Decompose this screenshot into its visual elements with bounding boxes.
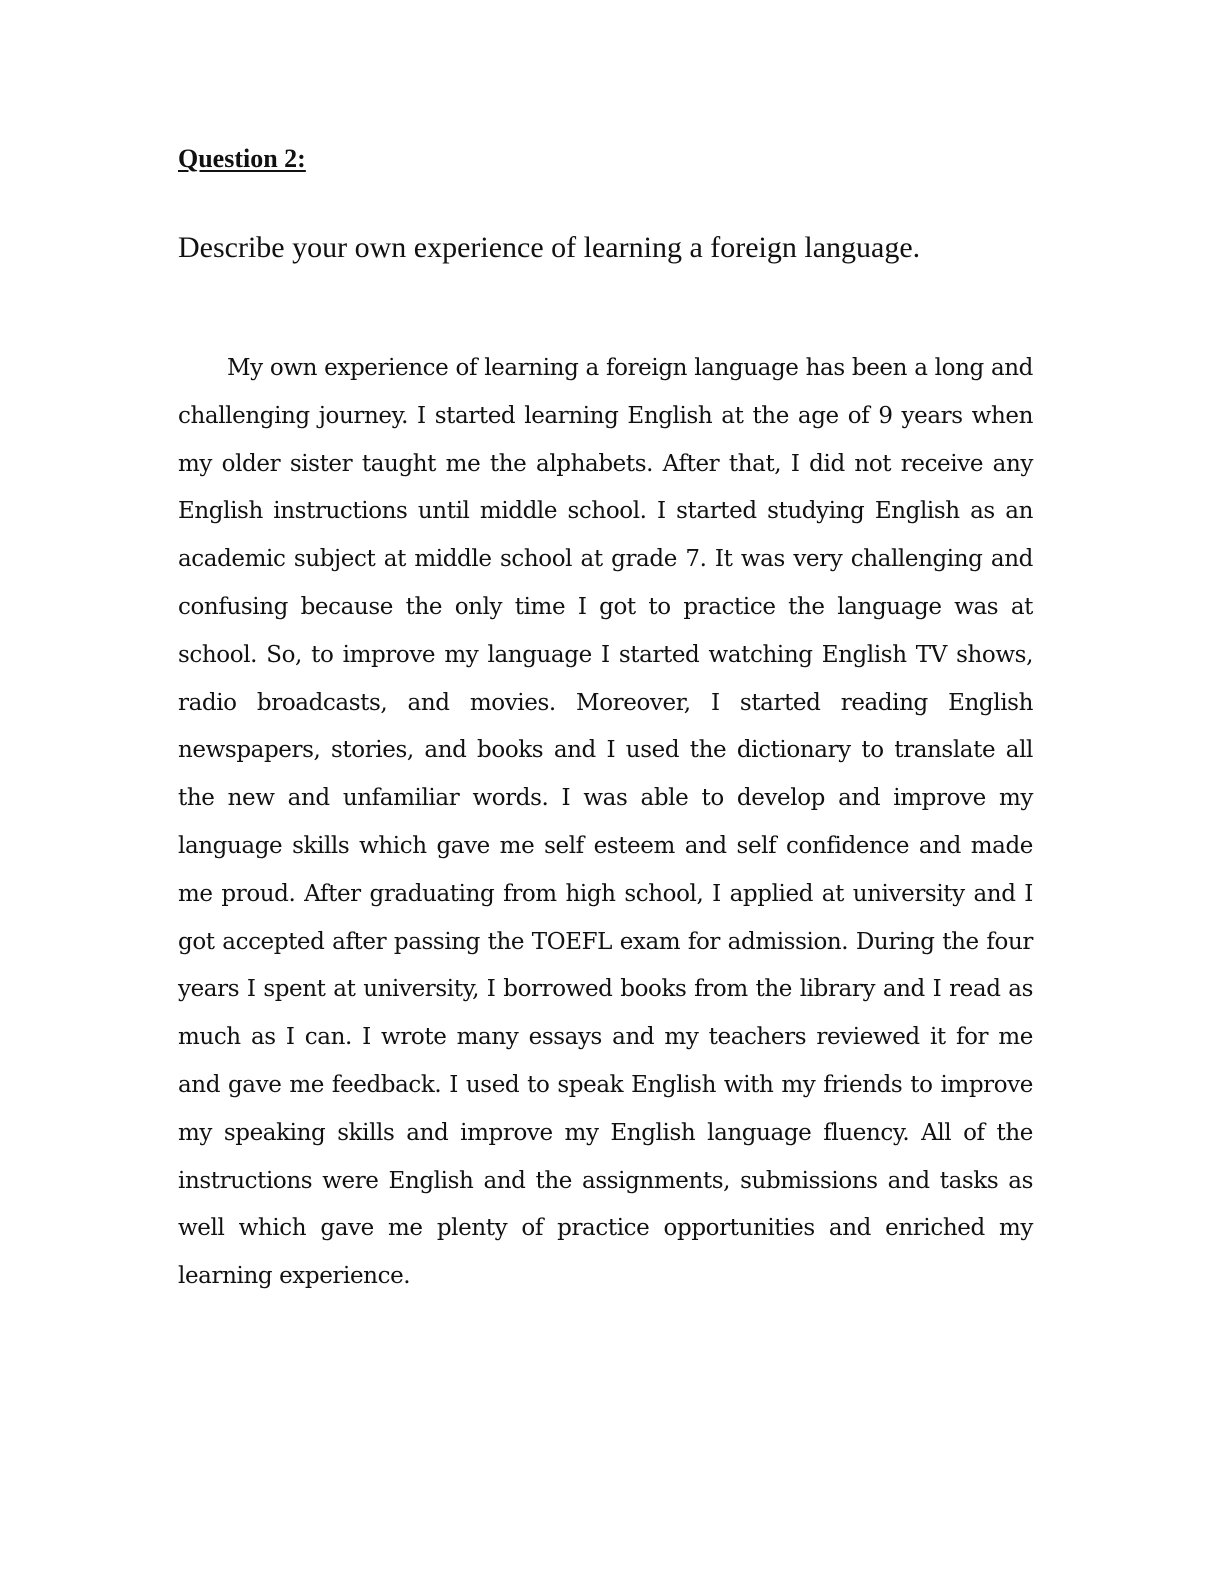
answer-paragraph: My own experience of learning a foreign language has been a long and challenging journey. I started learning English at the age of 9 years when my older sister taught me the alphabets. After that, I did not receive any English instructions until middle school. I started studying English as an academic subject at middle school at grade 7. It was very challenging and confusing because the only time I got to practice the language was at school. So, to improve my language I started watching English TV shows, radio broadcasts, and movies. Moreover, I started reading English newspapers, stories, and books and I used the dictionary to translate all the new and unfamiliar words. I was able to develop and improve my language skills which gave me self esteem and self confidence and made me proud. After graduating from high school, I applied at university and I got accepted after passing the TOEFL exam for admission. During the four years I spent at university, I borrowed books from the library and I read as much as I can. I wrote many essays and my teachers reviewed it for me and gave me feedback. I used to speak English with my friends to improve my speaking skills and improve my English language fluency. All of the instructions were English and the assignments, submissions and tasks as well which gave me plenty of practice opportunities and enriched my learning experience. <box>178 355 1033 1290</box>
answer-body <box>178 345 1033 1301</box>
question-heading: Question 2: <box>178 144 306 173</box>
question-prompt: Describe your own experience of learning a foreign language. <box>178 231 921 264</box>
